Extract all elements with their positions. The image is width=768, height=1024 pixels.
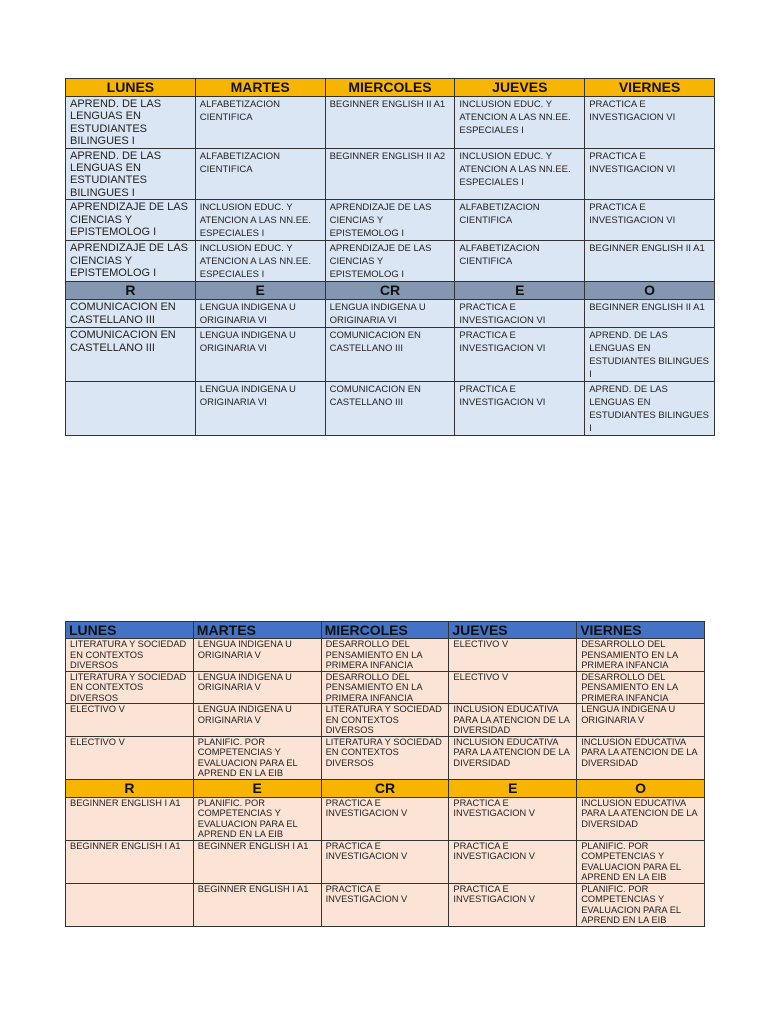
table-cell: LENGUA INDIGENA U ORIGINARIA V (193, 639, 321, 672)
table-cell: PRACTICA E INVESTIGACION VI (455, 328, 585, 382)
break-cell: R (66, 779, 194, 797)
table-cell: DESARROLLO DEL PENSAMIENTO EN LA PRIMERA INFANCIA (577, 671, 705, 704)
break-cell: E (195, 282, 325, 300)
table-row (66, 328, 715, 382)
table-cell: BEGINNER ENGLISH I A1 (193, 840, 321, 883)
table-cell: PLANIFIC. POR COMPETENCIAS Y EVALUACION PARA EL APREND EN LA EIB (577, 883, 705, 926)
table-cell: LENGUA INDIGENA U ORIGINARIA V (193, 704, 321, 737)
table-cell: INCLUSION EDUCATIVA PARA LA ATENCION DE LA DIVERSIDAD (449, 736, 577, 779)
table-cell: ALFABETIZACION CIENTIFICA (455, 200, 585, 241)
header-jueves: JUEVES (455, 79, 585, 97)
header-lunes: LUNES (66, 622, 194, 639)
table-cell: BEGINNER ENGLISH II A1 (325, 97, 455, 149)
table-cell: PLANIFIC. POR COMPETENCIAS Y EVALUACION PARA EL APREND EN LA EIB (193, 736, 321, 779)
table-cell: APRENDIZAJE DE LAS CIENCIAS Y EPISTEMOLOG I (325, 241, 455, 282)
header-viernes: VIERNES (585, 79, 715, 97)
table-cell: LITERATURA Y SOCIEDAD EN CONTEXTOS DIVERSOS (66, 639, 194, 672)
table-row (66, 639, 705, 672)
table-cell: APREND. DE LAS LENGUAS EN ESTUDIANTES BILINGUES I (585, 328, 715, 382)
header-lunes: LUNES (66, 79, 196, 97)
table-row (66, 148, 715, 200)
table-cell: PRACTICA E INVESTIGACION V (449, 840, 577, 883)
break-cell: CR (321, 779, 449, 797)
table-cell: PLANIFIC. POR COMPETENCIAS Y EVALUACION PARA EL APREND EN LA EIB (577, 840, 705, 883)
break-cell: O (585, 282, 715, 300)
table-row (66, 797, 705, 840)
table-row (66, 883, 705, 926)
table-cell: LENGUA INDIGENA U ORIGINARIA VI (195, 300, 325, 328)
table-cell: APREND. DE LAS LENGUAS EN ESTUDIANTES BILINGUES I (585, 382, 715, 436)
table-cell: INCLUSION EDUCATIVA PARA LA ATENCION DE LA DIVERSIDAD (577, 736, 705, 779)
table-cell: COMUNICACION EN CASTELLANO III (66, 328, 196, 382)
header-row (66, 622, 705, 639)
table-cell: PRACTICA E INVESTIGACION VI (455, 300, 585, 328)
table-row (66, 840, 705, 883)
header-miercoles: MIERCOLES (321, 622, 449, 639)
table-cell: INCLUSION EDUC. Y ATENCION A LAS NN.EE. ESPECIALES I (455, 97, 585, 149)
table-cell: LITERATURA Y SOCIEDAD EN CONTEXTOS DIVERSOS (321, 704, 449, 737)
table-cell: BEGINNER ENGLISH I A1 (66, 797, 194, 840)
schedule-table-2 (65, 621, 705, 927)
table-row (66, 200, 715, 241)
header-jueves: JUEVES (449, 622, 577, 639)
table-cell (66, 883, 194, 926)
break-row (66, 282, 715, 300)
table-cell: ELECTIVO V (66, 704, 194, 737)
break-cell: E (449, 779, 577, 797)
table-cell: APREND. DE LAS LENGUAS EN ESTUDIANTES BILINGUES I (66, 97, 196, 149)
table-cell: LENGUA INDIGENA U ORIGINARIA VI (195, 328, 325, 382)
table-row (66, 300, 715, 328)
table-cell: BEGINNER ENGLISH I A1 (66, 840, 194, 883)
table-cell: LITERATURA Y SOCIEDAD EN CONTEXTOS DIVERSOS (66, 671, 194, 704)
schedule-table-1 (65, 78, 715, 436)
table-cell: INCLUSION EDUCATIVA PARA LA ATENCION DE LA DIVERSIDAD (449, 704, 577, 737)
table-cell: INCLUSION EDUC. Y ATENCION A LAS NN.EE. ESPECIALES I (195, 200, 325, 241)
table-row (66, 382, 715, 436)
table-cell: PRACTICA E INVESTIGACION V (449, 797, 577, 840)
break-cell: E (455, 282, 585, 300)
table-row (66, 97, 715, 149)
table-cell: LENGUA INDIGENA U ORIGINARIA VI (325, 300, 455, 328)
table-cell: BEGINNER ENGLISH I A1 (193, 883, 321, 926)
break-cell: R (66, 282, 196, 300)
header-martes: MARTES (195, 79, 325, 97)
table-cell: LENGUA INDIGENA U ORIGINARIA VI (195, 382, 325, 436)
table-cell: COMUNICACION EN CASTELLANO III (325, 328, 455, 382)
table-cell: BEGINNER ENGLISH II A1 (585, 241, 715, 282)
table-cell: BEGINNER ENGLISH II A1 (585, 300, 715, 328)
break-cell: O (577, 779, 705, 797)
table-cell: APRENDIZAJE DE LAS CIENCIAS Y EPISTEMOLOG I (66, 241, 196, 282)
header-miercoles: MIERCOLES (325, 79, 455, 97)
header-martes: MARTES (193, 622, 321, 639)
table-cell: ELECTIVO V (449, 671, 577, 704)
table-cell: ELECTIVO V (66, 736, 194, 779)
table-cell: LENGUA INDIGENA U ORIGINARIA V (193, 671, 321, 704)
table-cell: PRACTICA E INVESTIGACION V (321, 883, 449, 926)
table-cell: PRACTICA E INVESTIGACION V (449, 883, 577, 926)
table-cell: DESARROLLO DEL PENSAMIENTO EN LA PRIMERA INFANCIA (321, 671, 449, 704)
table-cell: ALFABETIZACION CIENTIFICA (195, 97, 325, 149)
table-cell: ALFABETIZACION CIENTIFICA (455, 241, 585, 282)
table-cell: LENGUA INDIGENA U ORIGINARIA V (577, 704, 705, 737)
table-cell: PRACTICA E INVESTIGACION V (321, 840, 449, 883)
table-cell: DESARROLLO DEL PENSAMIENTO EN LA PRIMERA INFANCIA (321, 639, 449, 672)
table-cell: BEGINNER ENGLISH II A2 (325, 148, 455, 200)
table-cell: PRACTICA E INVESTIGACION V (321, 797, 449, 840)
header-row (66, 79, 715, 97)
table-cell: PRACTICA E INVESTIGACION VI (455, 382, 585, 436)
table-cell: INCLUSION EDUCATIVA PARA LA ATENCION DE LA DIVERSIDAD (577, 797, 705, 840)
table-cell: INCLUSION EDUC. Y ATENCION A LAS NN.EE. ESPECIALES I (195, 241, 325, 282)
table-cell: PLANIFIC. POR COMPETENCIAS Y EVALUACION PARA EL APREND EN LA EIB (193, 797, 321, 840)
table-cell: COMUNICACION EN CASTELLANO III (66, 300, 196, 328)
table-cell: PRACTICA E INVESTIGACION VI (585, 200, 715, 241)
table-row (66, 704, 705, 737)
table-cell: PRACTICA E INVESTIGACION VI (585, 97, 715, 149)
table-cell: APREND. DE LAS LENGUAS EN ESTUDIANTES BILINGUES I (66, 148, 196, 200)
table-cell: APRENDIZAJE DE LAS CIENCIAS Y EPISTEMOLOG I (325, 200, 455, 241)
break-row (66, 779, 705, 797)
table-cell: PRACTICA E INVESTIGACION VI (585, 148, 715, 200)
table-cell: ALFABETIZACION CIENTIFICA (195, 148, 325, 200)
table-cell: DESARROLLO DEL PENSAMIENTO EN LA PRIMERA INFANCIA (577, 639, 705, 672)
table-cell: ELECTIVO V (449, 639, 577, 672)
header-viernes: VIERNES (577, 622, 705, 639)
table-cell: COMUNICACION EN CASTELLANO III (325, 382, 455, 436)
table-cell (66, 382, 196, 436)
table-row (66, 241, 715, 282)
table-cell: LITERATURA Y SOCIEDAD EN CONTEXTOS DIVERSOS (321, 736, 449, 779)
table-cell: APRENDIZAJE DE LAS CIENCIAS Y EPISTEMOLOG I (66, 200, 196, 241)
break-cell: CR (325, 282, 455, 300)
table-cell: INCLUSION EDUC. Y ATENCION A LAS NN.EE. ESPECIALES I (455, 148, 585, 200)
break-cell: E (193, 779, 321, 797)
table-row (66, 736, 705, 779)
table-row (66, 671, 705, 704)
